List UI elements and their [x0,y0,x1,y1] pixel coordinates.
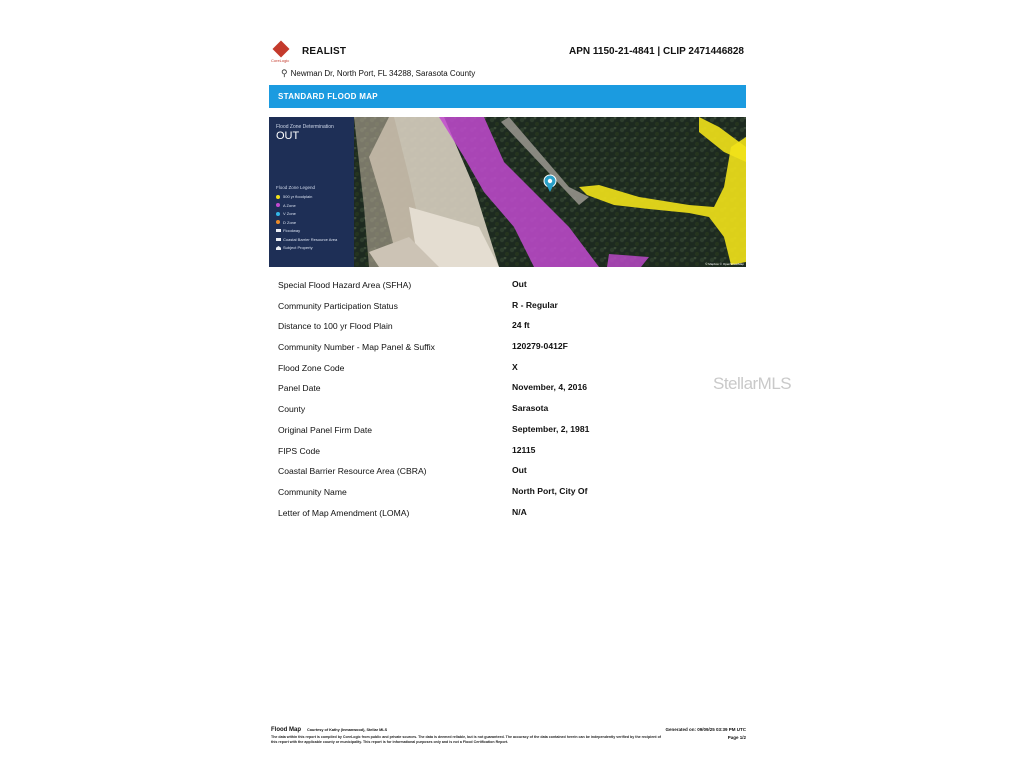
detail-label: Letter of Map Amendment (LOMA) [278,507,410,518]
footer-title: Flood Map [271,727,301,733]
detail-label: Panel Date [278,383,321,394]
address-text: Newman Dr, North Port, FL 34288, Sarasota County [290,69,476,78]
detail-row [278,503,738,524]
home-icon [276,246,281,250]
legend-swatch [276,203,280,207]
legend-swatch [276,238,281,241]
map-attribution: © Mapbox © OpenStreetMap [705,262,744,266]
detail-row [278,461,738,482]
detail-label: Special Flood Hazard Area (SFHA) [278,280,412,290]
legend-item [276,194,312,199]
footer-courtesy: Courtesy of Kathy (Inmanwood), Stellar MLS [307,728,388,732]
footer-disclaimer: The data within this report is compiled by CoreLogic from public and private sources. The data is deemed reliable, but is not guaranteed. The accuracy of the data contained herein can be independently verified by the recipient of this report with the applicable county or municipality. This report is for informational purposes only and is not a Flood Certification Report. [271,735,662,744]
flood-details-table [278,275,738,523]
legend-swatch [276,220,280,224]
legend-title: Flood Zone Legend [276,185,316,190]
detail-value: 12115 [512,444,536,455]
detail-value: Out [512,279,527,289]
legend-swatch [276,229,281,232]
legend-item [276,245,313,250]
detail-row [278,316,738,337]
detail-row [278,441,738,462]
legend-item [276,203,296,208]
detail-value: 24 ft [512,320,530,331]
section-title: STANDARD FLOOD MAP [278,92,378,101]
detail-label: County [278,404,306,415]
section-header [269,85,746,108]
detail-label: Original Panel Firm Date [278,424,373,435]
legend-label: Floodway [283,228,301,233]
detail-value: November, 4, 2016 [512,382,588,393]
apn-clip: APN 1150-21-4841 | CLIP 2471446828 [569,46,744,57]
legend-label: Coastal Barrier Resource Area [283,236,338,242]
detail-value: Sarasota [512,403,549,414]
legend-label: A Zone [283,202,296,208]
detail-value: September, 2, 1981 [512,423,590,434]
detail-row [278,296,738,317]
legend-label: 500 yr floodplain [283,194,313,199]
legend-label: Subject Property [283,245,313,250]
detail-label: Distance to 100 yr Flood Plain [278,321,393,332]
detail-value: R - Regular [512,299,558,310]
detail-label: FIPS Code [278,445,321,456]
detail-label: Community Name [278,486,347,497]
detail-label: Community Participation Status [278,300,398,311]
property-address [281,68,475,79]
detail-row [278,378,738,399]
detail-row [278,337,738,358]
detail-row [278,482,738,503]
determination-value: OUT [276,130,300,142]
legend-item [276,228,300,233]
legend-swatch [276,212,280,216]
detail-row [278,420,738,441]
corelogic-logo [271,43,295,63]
legend-item [276,220,296,225]
detail-label: Community Number - Map Panel & Suffix [278,342,435,353]
legend-label: D Zone [283,219,297,225]
detail-label: Coastal Barrier Resource Area (CBRA) [278,466,427,477]
stellarmls-watermark: StellarMLS [713,374,792,393]
legend-swatch [276,195,280,199]
page-number: Page 1/2 [727,735,746,740]
logo-text: CoreLogic [271,58,290,63]
detail-value: North Port, City Of [512,485,588,496]
detail-value: 120279-0412F [512,341,568,352]
flood-map[interactable] [269,117,746,267]
detail-row [278,399,738,420]
determination-label: Flood Zone Determination [276,124,334,130]
legend-label: V Zone [283,211,296,216]
detail-value: N/A [512,506,527,517]
detail-row [278,358,738,379]
detail-row [278,275,738,296]
generated-timestamp: Generated on: 09/09/25 03:39 PM UTC [665,727,746,732]
detail-label: Flood Zone Code [278,362,345,373]
detail-value: Out [512,465,527,476]
legend-item [276,237,337,242]
legend-item [276,211,296,216]
location-pin-icon: ⚲ [281,68,288,78]
brand-name: REALIST [302,46,347,57]
detail-value: X [512,361,518,372]
flood-zone-panel [269,117,354,267]
